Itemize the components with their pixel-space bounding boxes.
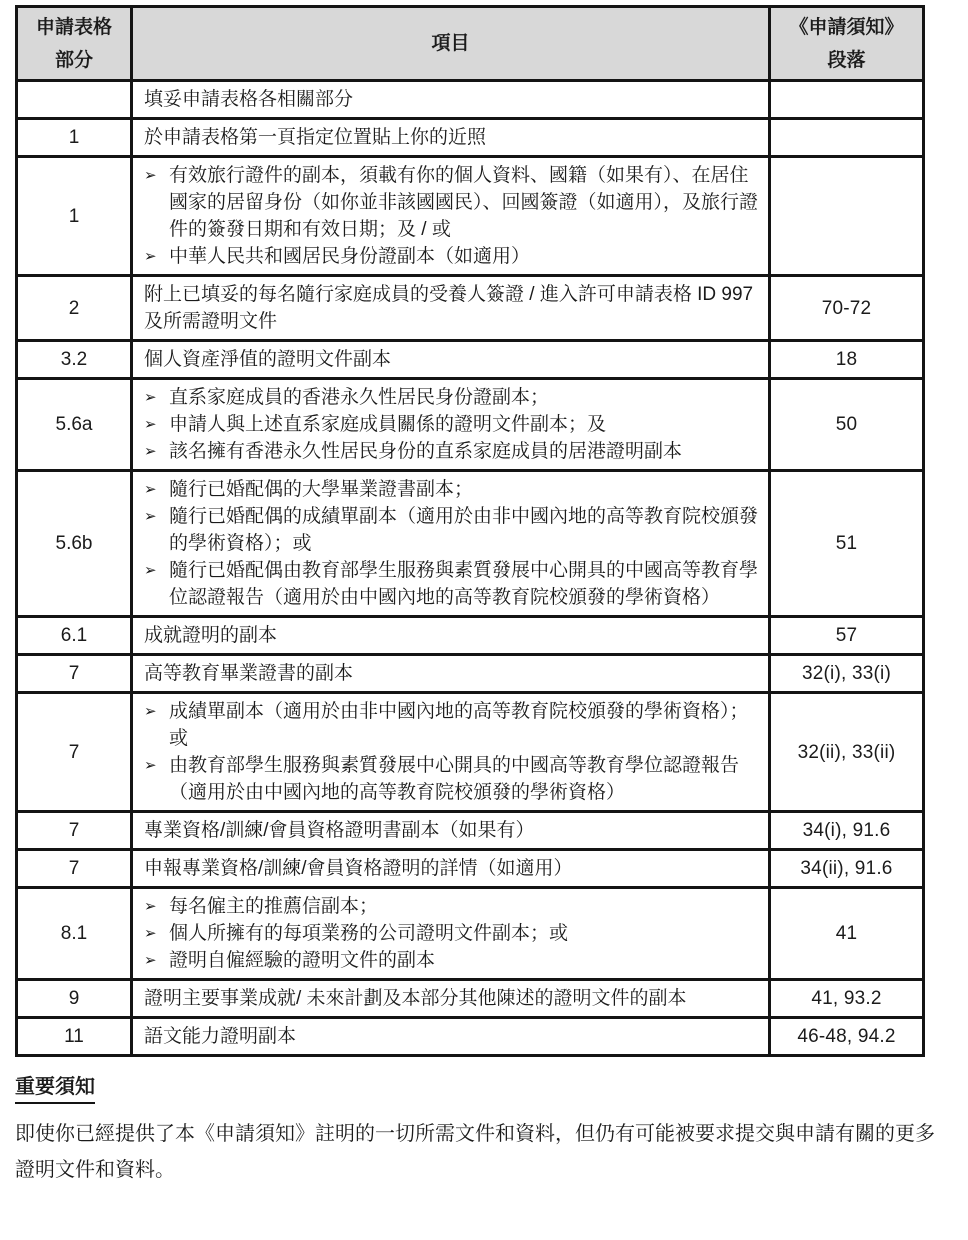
- table-row: [17, 888, 924, 980]
- item-text: 證明主要事業成就/ 未來計劃及本部分其他陳述的證明文件的副本: [144, 988, 687, 1009]
- bullet-item: [144, 243, 760, 270]
- form-part-cell: 1: [17, 119, 132, 157]
- item-text: 由教育部學生服務與素質發展中心開具的中國高等教育學位認證報告（適用於由中國內地的高等教育院校頒發的學術資格）: [169, 755, 740, 803]
- item-text: 成就證明的副本: [144, 625, 278, 646]
- paragraph-cell: 34(i), 91.6: [770, 812, 924, 850]
- table-row: [17, 81, 924, 119]
- item-cell: [132, 341, 770, 379]
- item-text: 隨行已婚配偶的大學畢業證書副本；: [169, 479, 474, 500]
- item-text: 有效旅行證件的副本，須載有你的個人資料、國籍（如果有）、在居住國家的居留身份（如你並非該國國民）、回國簽證（如適用），及旅行證件的簽發日期和有效日期；及 / 或: [169, 165, 759, 240]
- item-text: 直系家庭成員的香港永久性居民身份證副本；: [169, 387, 550, 408]
- form-part-cell: [17, 81, 132, 119]
- arrowhead-bullet-icon: ➢: [144, 508, 157, 525]
- bullet-item: [144, 162, 760, 243]
- item-text: 個人所擁有的每項業務的公司證明文件副本；或: [169, 923, 569, 944]
- form-part-cell: 11: [17, 1018, 132, 1056]
- form-part-cell: 7: [17, 655, 132, 693]
- footer-note-section: [15, 1070, 953, 1188]
- header-item-label: 項目: [431, 33, 470, 54]
- paragraph-cell: 18: [770, 341, 924, 379]
- table-row: [17, 157, 924, 276]
- form-part-cell: 6.1: [17, 617, 132, 655]
- paragraph-cell: 32(i), 33(i): [770, 655, 924, 693]
- important-note-heading: 重要須知: [15, 1070, 95, 1104]
- arrowhead-bullet-icon: ➢: [144, 703, 157, 720]
- table-row: [17, 980, 924, 1018]
- paragraph-cell: 57: [770, 617, 924, 655]
- item-cell: [132, 157, 770, 276]
- item-text: 隨行已婚配偶由教育部學生服務與素質發展中心開具的中國高等教育學位認證報告（適用於由中國內地的高等教育院校頒發的學術資格）: [169, 560, 759, 608]
- item-cell: [132, 119, 770, 157]
- arrowhead-bullet-icon: ➢: [144, 443, 157, 460]
- table-row: [17, 693, 924, 812]
- arrowhead-bullet-icon: ➢: [144, 925, 157, 942]
- header-form-part-line2: 部分: [54, 49, 93, 71]
- bullet-item: [144, 438, 760, 465]
- paragraph-cell: 32(ii), 33(ii): [770, 693, 924, 812]
- form-part-cell: 7: [17, 693, 132, 812]
- item-cell: [132, 693, 770, 812]
- paragraph-cell: [770, 81, 924, 119]
- bullet-item: [144, 557, 760, 611]
- bullet-item: [144, 752, 760, 806]
- bullet-item: [144, 384, 760, 411]
- item-cell: [132, 81, 770, 119]
- item-text: 隨行已婚配偶的成績單副本（適用於由非中國內地的高等教育院校頒發的學術資格）；或: [169, 506, 759, 554]
- paragraph-cell: 41: [770, 888, 924, 980]
- important-note-text: 即使你已經提供了本《申請須知》註明的一切所需文件和資料，但仍有可能被要求提交與申請有關的更多證明文件和資料。: [15, 1123, 935, 1181]
- bullet-item: [144, 920, 760, 947]
- item-cell: [132, 276, 770, 341]
- table-row: [17, 276, 924, 341]
- item-text: 成績單副本（適用於由非中國內地的高等教育院校頒發的學術資格）；或: [169, 701, 749, 749]
- paragraph-cell: 46-48, 94.2: [770, 1018, 924, 1056]
- item-text: 申請人與上述直系家庭成員關係的證明文件副本；及: [169, 414, 607, 435]
- item-text: 個人資產淨值的證明文件副本: [144, 349, 392, 370]
- bullet-item: [144, 503, 760, 557]
- table-row: [17, 379, 924, 471]
- form-part-cell: 9: [17, 980, 132, 1018]
- documents-checklist-table: [15, 5, 925, 1057]
- bullet-item: [144, 947, 760, 974]
- arrowhead-bullet-icon: ➢: [144, 952, 157, 969]
- item-text: 高等教育畢業證書的副本: [144, 663, 354, 684]
- bullet-item: [144, 893, 760, 920]
- arrowhead-bullet-icon: ➢: [144, 562, 157, 579]
- arrowhead-bullet-icon: ➢: [144, 481, 157, 498]
- form-part-cell: 7: [17, 850, 132, 888]
- table-row: [17, 471, 924, 617]
- arrowhead-bullet-icon: ➢: [144, 167, 157, 184]
- form-part-cell: 7: [17, 812, 132, 850]
- table-header-row: [17, 7, 924, 81]
- arrowhead-bullet-icon: ➢: [144, 898, 157, 915]
- table-row: [17, 341, 924, 379]
- item-cell: [132, 617, 770, 655]
- item-text: 證明自僱經驗的證明文件的副本: [169, 950, 436, 971]
- arrowhead-bullet-icon: ➢: [144, 416, 157, 433]
- item-cell: [132, 1018, 770, 1056]
- arrowhead-bullet-icon: ➢: [144, 757, 157, 774]
- item-text: 該名擁有香港永久性居民身份的直系家庭成員的居港證明副本: [169, 441, 683, 462]
- arrowhead-bullet-icon: ➢: [144, 248, 157, 265]
- bullet-item: [144, 476, 760, 503]
- paragraph-cell: 41, 93.2: [770, 980, 924, 1018]
- item-text: 每名僱主的推薦信副本；: [169, 896, 379, 917]
- item-cell: [132, 980, 770, 1018]
- bullet-item: [144, 411, 760, 438]
- item-text: 中華人民共和國居民身份證副本（如適用）: [169, 246, 531, 267]
- item-text: 填妥申請表格各相關部分: [144, 89, 354, 110]
- table-row: [17, 812, 924, 850]
- header-item: [132, 7, 770, 81]
- table-row: [17, 119, 924, 157]
- paragraph-cell: 70-72: [770, 276, 924, 341]
- header-form-part: [17, 7, 132, 81]
- item-cell: [132, 471, 770, 617]
- table-row: [17, 850, 924, 888]
- item-text: 申報專業資格/訓練/會員資格證明的詳情（如適用）: [144, 858, 573, 879]
- table-row: [17, 1018, 924, 1056]
- form-part-cell: 5.6a: [17, 379, 132, 471]
- arrowhead-bullet-icon: ➢: [144, 389, 157, 406]
- form-part-cell: 3.2: [17, 341, 132, 379]
- paragraph-cell: 51: [770, 471, 924, 617]
- item-cell: [132, 655, 770, 693]
- paragraph-cell: 50: [770, 379, 924, 471]
- paragraph-cell: [770, 119, 924, 157]
- important-note-heading-row: [15, 1070, 953, 1104]
- item-cell: [132, 379, 770, 471]
- header-paragraph-line2: 段落: [827, 49, 866, 71]
- item-cell: [132, 850, 770, 888]
- form-part-cell: 2: [17, 276, 132, 341]
- form-part-cell: 5.6b: [17, 471, 132, 617]
- item-text: 附上已填妥的每名隨行家庭成員的受養人簽證 / 進入許可申請表格 ID 997 及所需證明文件: [144, 284, 754, 332]
- paragraph-cell: [770, 157, 924, 276]
- item-cell: [132, 812, 770, 850]
- item-text: 語文能力證明副本: [144, 1026, 297, 1047]
- table-row: [17, 617, 924, 655]
- form-part-cell: 1: [17, 157, 132, 276]
- item-text: 專業資格/訓練/會員資格證明書副本（如果有）: [144, 820, 535, 841]
- item-cell: [132, 888, 770, 980]
- paragraph-cell: 34(ii), 91.6: [770, 850, 924, 888]
- bullet-item: [144, 698, 760, 752]
- header-paragraph-line1: 《申請須知》: [789, 16, 904, 38]
- form-part-cell: 8.1: [17, 888, 132, 980]
- item-text: 於申請表格第一頁指定位置貼上你的近照: [144, 127, 487, 148]
- header-paragraph: [770, 7, 924, 81]
- table-row: [17, 655, 924, 693]
- header-form-part-line1: 申請表格: [35, 16, 112, 38]
